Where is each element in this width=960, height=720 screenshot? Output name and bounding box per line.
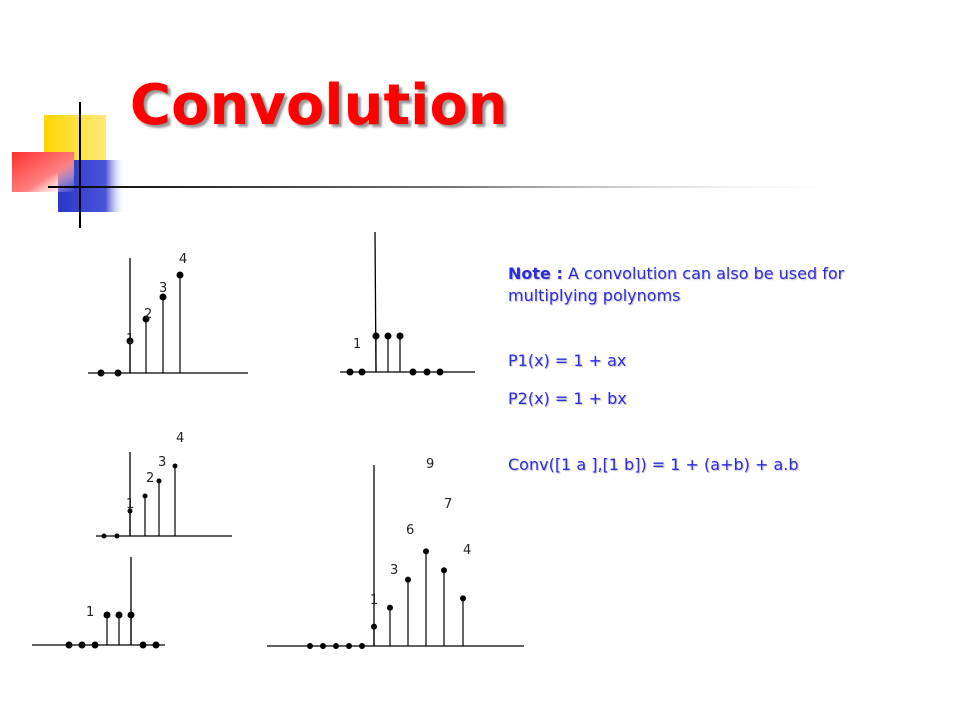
stem-value-label: 9 xyxy=(426,457,435,472)
stem-point xyxy=(98,370,105,377)
stem-point xyxy=(387,605,393,611)
stem-point xyxy=(128,612,135,619)
stem-plot-bottom-right xyxy=(267,457,524,649)
stem-point xyxy=(423,548,429,554)
stem-point xyxy=(116,612,123,619)
stem-point xyxy=(307,643,313,649)
stem-point xyxy=(115,370,122,377)
stem-plot-bottom-left xyxy=(32,557,165,649)
note-body: A convolution can also be used for multiplying polynoms xyxy=(508,264,845,305)
stem-point xyxy=(157,479,162,484)
stem-point xyxy=(346,643,352,649)
stem-point xyxy=(140,642,147,649)
stem-value-label: 4 xyxy=(179,252,188,267)
title-underline xyxy=(48,186,868,188)
stem-point xyxy=(373,333,380,340)
stem-value-label: 1 xyxy=(353,337,362,352)
stem-point xyxy=(102,534,107,539)
stem-point xyxy=(320,643,326,649)
stem-point xyxy=(333,643,339,649)
stem-plot-mid-left xyxy=(96,431,232,539)
stem-plot-top-left xyxy=(88,252,248,377)
stem-value-label: 2 xyxy=(144,307,153,322)
stem-value-label: 6 xyxy=(406,523,415,538)
stem-point xyxy=(104,612,111,619)
stem-point xyxy=(153,642,160,649)
stem-point xyxy=(385,333,392,340)
note-text xyxy=(508,263,888,307)
stem-point xyxy=(92,642,99,649)
stem-value-label: 2 xyxy=(146,471,155,486)
stem-point xyxy=(441,567,447,573)
stem-point xyxy=(66,642,73,649)
stem-value-label: 1 xyxy=(126,332,135,347)
stem-point xyxy=(79,642,86,649)
stem-point xyxy=(410,369,417,376)
stem-plot-top-right xyxy=(340,232,475,376)
stem-point xyxy=(397,333,404,340)
stem-point xyxy=(359,369,366,376)
stem-point xyxy=(424,369,431,376)
stem-value-label: 1 xyxy=(86,605,95,620)
stem-point xyxy=(143,494,148,499)
note-label: Note : xyxy=(508,264,563,283)
stem-point xyxy=(173,464,178,469)
stem-value-label: 4 xyxy=(463,543,472,558)
stem-value-label: 3 xyxy=(390,563,399,578)
stem-value-label: 1 xyxy=(370,593,379,608)
stem-point xyxy=(177,272,184,279)
formula-p2: P2(x) = 1 + bx xyxy=(508,389,627,408)
stem-point xyxy=(405,577,411,583)
stem-point xyxy=(460,595,466,601)
stem-value-label: 3 xyxy=(158,455,167,470)
page-title: Convolution xyxy=(130,73,508,138)
stem-point xyxy=(347,369,354,376)
stem-value-label: 1 xyxy=(126,497,135,512)
formula-p1: P1(x) = 1 + ax xyxy=(508,351,627,370)
stem-value-label: 7 xyxy=(444,497,453,512)
stem-point xyxy=(359,643,365,649)
stem-value-label: 4 xyxy=(176,431,185,446)
stem-value-label: 3 xyxy=(159,281,168,296)
stem-plots xyxy=(32,232,524,649)
stem-point xyxy=(437,369,444,376)
stem-point xyxy=(371,624,377,630)
formula-conv: Conv([1 a ],[1 b]) = 1 + (a+b) + a.b xyxy=(508,455,799,474)
stem-point xyxy=(115,534,120,539)
